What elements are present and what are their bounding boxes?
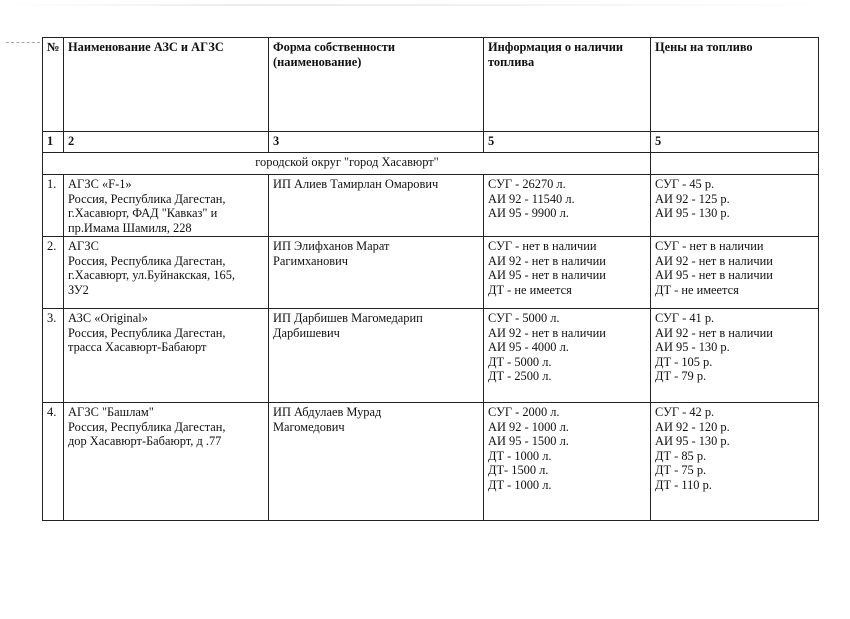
region-empty-cell <box>651 153 819 175</box>
scan-artifact-dots <box>6 42 40 44</box>
station-name-cell <box>64 309 269 403</box>
row-number: 3. <box>43 309 64 403</box>
owner-line: Магомедович <box>273 419 345 434</box>
column-number: 1 <box>43 132 64 153</box>
price-cell <box>651 237 819 309</box>
column-number: 5 <box>651 132 819 153</box>
price-line: ДТ - 110 р. <box>655 477 712 492</box>
availability-line: ДТ - 1000 л. <box>488 477 552 492</box>
owner-line: ИП Алиев Тамирлан Омарович <box>273 177 439 191</box>
price-line: АИ 95 - 130 р. <box>655 434 730 448</box>
station-name-line: АЗС «Original» <box>68 311 148 325</box>
owner-cell <box>269 237 484 309</box>
availability-line: СУГ - 5000 л. <box>488 311 560 325</box>
header-info: Информация о наличии топлива <box>484 38 651 132</box>
station-name-line: Россия, Республика Дагестан, <box>68 419 226 434</box>
availability-line: СУГ - 2000 л. <box>488 405 560 419</box>
price-line: ДТ - не имеется <box>655 282 739 297</box>
price-line: АИ 95 - 130 р. <box>655 340 730 354</box>
price-cell <box>651 309 819 403</box>
owner-cell <box>269 403 484 521</box>
availability-line: АИ 95 - 4000 л. <box>488 340 569 354</box>
availability-line: АИ 92 - нет в наличии <box>488 325 606 340</box>
owner-line: ИП Элифханов Марат <box>273 239 390 253</box>
price-line: АИ 92 - нет в наличии <box>655 253 773 268</box>
column-number: 5 <box>484 132 651 153</box>
header-row <box>43 38 819 132</box>
price-line: АИ 95 - 130 р. <box>655 206 730 220</box>
station-name-cell <box>64 403 269 521</box>
availability-line: ДТ - 5000 л. <box>488 354 552 369</box>
row-number: 4. <box>43 403 64 521</box>
station-name-line: г.Хасавюрт, ФАД "Кавказ" и <box>68 206 218 220</box>
price-line: АИ 92 - 125 р. <box>655 191 730 206</box>
station-name-line: Россия, Республика Дагестан, <box>68 253 226 268</box>
price-line: ДТ - 85 р. <box>655 448 707 463</box>
column-number: 2 <box>64 132 269 153</box>
region-row <box>43 153 819 175</box>
owner-cell <box>269 175 484 237</box>
fuel-stations-table <box>42 37 819 521</box>
station-name-cell <box>64 237 269 309</box>
table-row <box>43 175 819 237</box>
owner-line: Рагимханович <box>273 253 349 268</box>
region-label: городской округ "город Хасавюрт" <box>43 153 651 175</box>
availability-line: ДТ - не имеется <box>488 282 572 297</box>
station-name-line: г.Хасавюрт, ул.Буйнакская, 165, <box>68 268 236 282</box>
availability-line: СУГ - нет в наличии <box>488 239 597 253</box>
price-line: СУГ - 41 р. <box>655 311 715 325</box>
price-line: ДТ - 75 р. <box>655 463 707 477</box>
price-line: СУГ - 42 р. <box>655 405 715 419</box>
row-number: 2. <box>43 237 64 309</box>
availability-cell <box>484 237 651 309</box>
scan-artifact-line <box>0 4 850 6</box>
station-name-line: АГЗС <box>68 239 99 253</box>
price-line: ДТ - 105 р. <box>655 354 713 369</box>
availability-cell <box>484 175 651 237</box>
table-row <box>43 403 819 521</box>
station-name-line: пр.Имама Шамиля, 228 <box>68 220 192 235</box>
owner-line: ИП Абдулаев Мурад <box>273 405 382 419</box>
station-name-line: ЗУ2 <box>68 282 89 297</box>
availability-line: АИ 92 - 11540 л. <box>488 191 575 206</box>
availability-line: ДТ - 2500 л. <box>488 369 552 383</box>
price-line: АИ 92 - нет в наличии <box>655 325 773 340</box>
station-name-cell <box>64 175 269 237</box>
header-name: Наименование АЗС и АГЗС <box>64 38 269 132</box>
row-number: 1. <box>43 175 64 237</box>
price-line: ДТ - 79 р. <box>655 369 707 383</box>
owner-line: ИП Дарбишев Магомедарип <box>273 311 423 325</box>
header-num: № <box>43 38 64 132</box>
availability-line: АИ 95 - нет в наличии <box>488 268 606 282</box>
price-cell <box>651 403 819 521</box>
availability-line: АИ 95 - 9900 л. <box>488 206 569 220</box>
availability-line: АИ 95 - 1500 л. <box>488 434 569 448</box>
availability-cell <box>484 403 651 521</box>
availability-line: АИ 92 - 1000 л. <box>488 419 569 434</box>
availability-line: АИ 92 - нет в наличии <box>488 253 606 268</box>
availability-line: ДТ - 1000 л. <box>488 448 552 463</box>
table-row <box>43 237 819 309</box>
station-name-line: трасса Хасавюрт-Бабаюрт <box>68 340 207 354</box>
price-line: СУГ - 45 р. <box>655 177 715 191</box>
column-number: 3 <box>269 132 484 153</box>
price-line: АИ 95 - нет в наличии <box>655 268 773 282</box>
availability-line: ДТ- 1500 л. <box>488 463 549 477</box>
owner-cell <box>269 309 484 403</box>
station-name-line: Россия, Республика Дагестан, <box>68 191 226 206</box>
price-line: СУГ - нет в наличии <box>655 239 764 253</box>
table-row <box>43 309 819 403</box>
owner-line: Дарбишевич <box>273 325 340 340</box>
station-name-line: Россия, Республика Дагестан, <box>68 325 226 340</box>
station-name-line: АГЗС «F-1» <box>68 177 132 191</box>
availability-cell <box>484 309 651 403</box>
header-price: Цены на топливо <box>651 38 819 132</box>
column-numbers-row <box>43 132 819 153</box>
station-name-line: дор Хасавюрт-Бабаюрт, д .77 <box>68 434 222 448</box>
price-line: АИ 92 - 120 р. <box>655 419 730 434</box>
price-cell <box>651 175 819 237</box>
availability-line: СУГ - 26270 л. <box>488 177 566 191</box>
station-name-line: АГЗС "Башлам" <box>68 405 154 419</box>
header-form: Форма собственности (наименование) <box>269 38 484 132</box>
